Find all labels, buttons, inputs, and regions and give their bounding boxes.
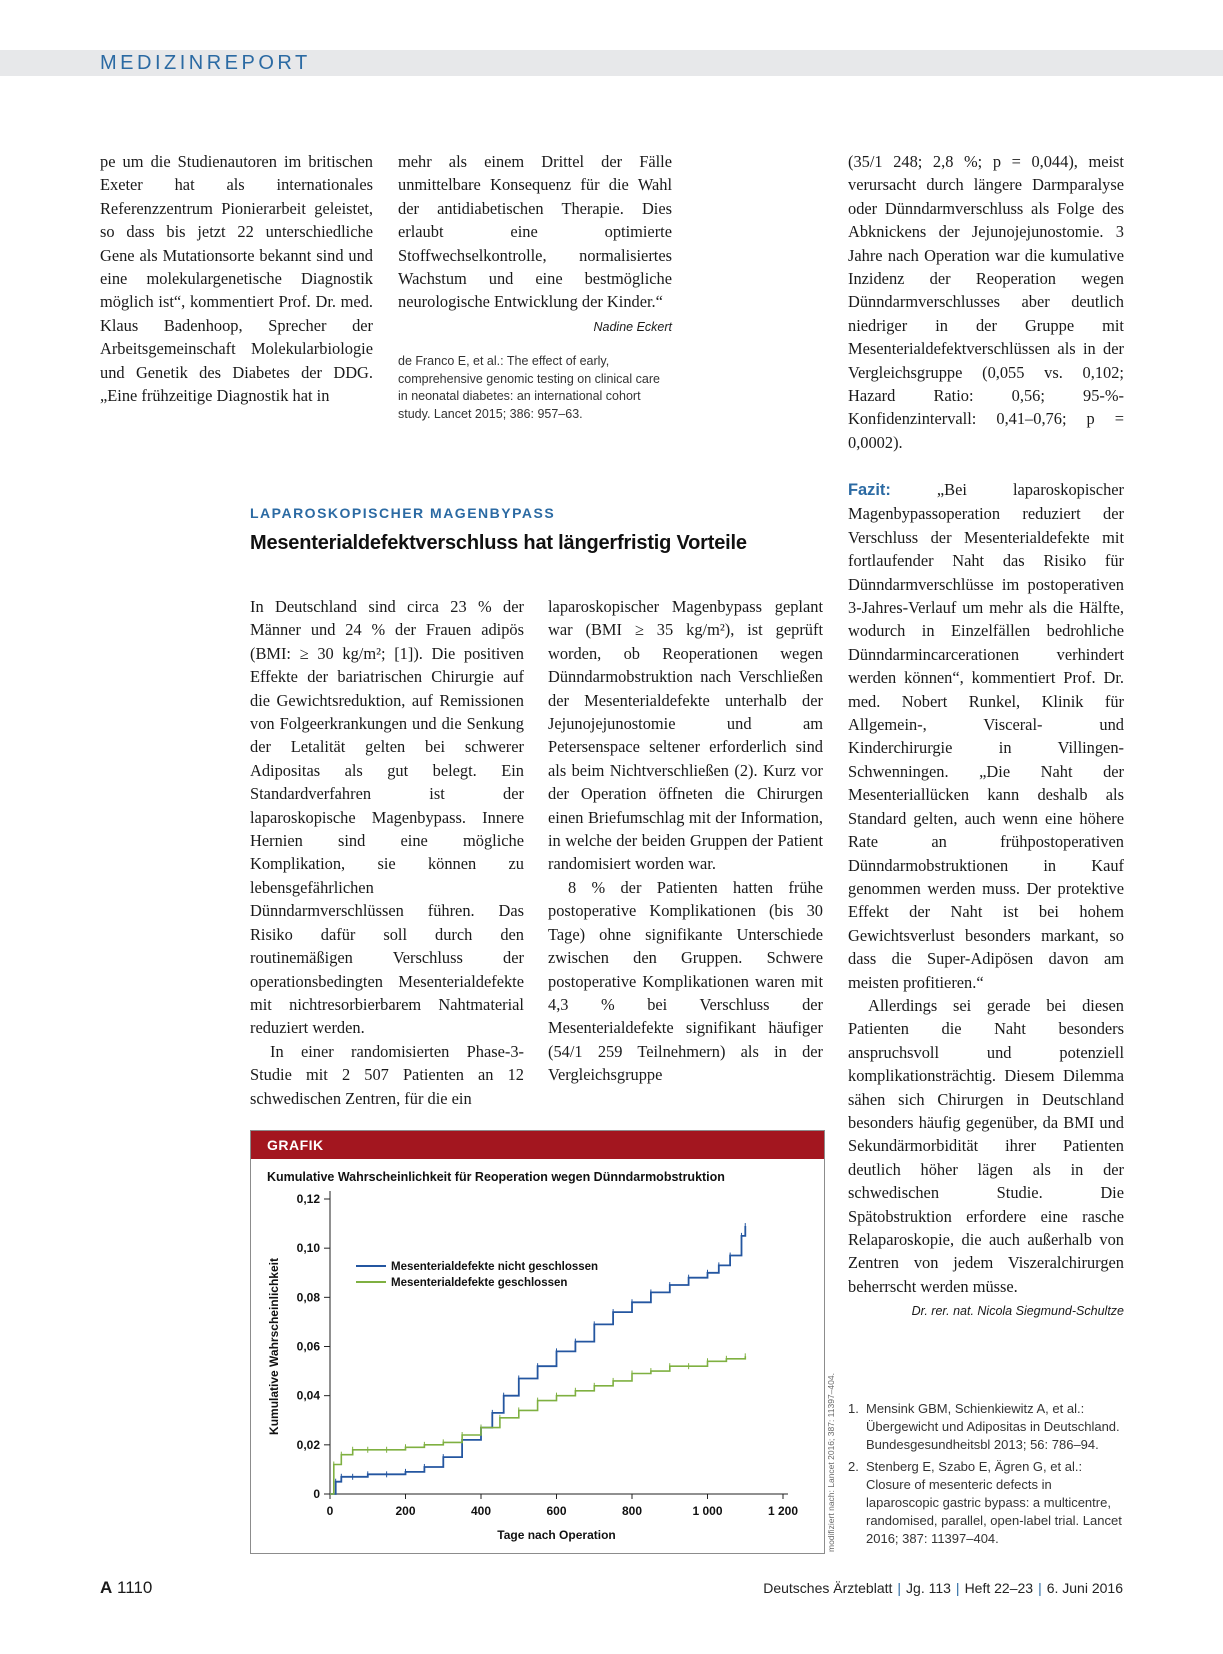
fazit-label: Fazit: [848, 481, 891, 499]
reference-text: Stenberg E, Szabo E, Ägren G, et al.: Closure of mesenteric defects in laparoscopic gastric bypass: a multicentre, randomised, parallel, open-label trial. Lancet 2016; 387: 11397–404. [866, 1459, 1122, 1546]
journal-volume: Jg. 113 [906, 1580, 951, 1596]
upper-column-2 [398, 150, 672, 423]
article-column-3-para-2: Allerdings sei gerade bei diesen Patienten die Naht besonders anspruchsvoll und potenziell komplikationsträchtig. Diesem Dilemma sähen sich Chirurgen in Deutschland besonders häufig gegenüber, da BMI und Sekundärmorbidität ihrer Patienten deutlich höher lägen als in der schwedischen Studie. Die Spätobstruktion erfordere eine rasche Relaparoskopie, die auch außerhalb von Zentren von jedem Viszeralchirurgen beherrscht werden müsse. [848, 995, 1124, 1296]
article-column-2-para-2: 8 % der Patienten hatten frühe postoperative Komplikationen (bis 30 Tage) ohne signifikante Unterschiede zwischen den Gruppen. Schwere postoperative Komplikationen waren mit 4,3 % bei Verschluss der Mesenterialdefekte signifikant häufiger (54/1 259 Teilnehmern) als in der Vergleichsgruppe [548, 877, 823, 1085]
upper-column-2-reference: de Franco E, et al.: The effect of early, comprehensive genomic testing on clinical care in neonatal diabetes: an international cohort study. Lancet 2015; 386: 957–63. [398, 354, 660, 421]
chart-title: Kumulative Wahrscheinlichkeit für Reoperation wegen Dünndarmobstruktion [267, 1170, 725, 1184]
x-tick-label: 0 [326, 1504, 334, 1518]
upper-column-2-author: Nadine Eckert [593, 319, 672, 334]
reference-item-2 [848, 1458, 1124, 1548]
article-headline: Mesenterialdefektverschluss hat längerfristig Vorteile [250, 532, 747, 554]
upper-column-3-text: (35/1 248; 2,8 %; p = 0,044), meist verursacht durch längere Darmparalyse oder Dünndarmverschluss als Folge des Abknickens der Jejunojejunostomie. 3 Jahre nach Operation war die kumulative Inzidenz der Reoperation wegen Dünndarmverschlusses aber deutlich niedriger in der Gruppe mit Mesenterialdefektverschlüssen als in der Vergleichsgruppe (0,055 vs. 0,102; Hazard Ratio: 0,56; 95-%-Konfidenzintervall: 0,41–0,76; p = 0,0002). [848, 152, 1124, 452]
reoperation-chart [251, 1159, 824, 1553]
header-bar [0, 50, 1223, 76]
x-tick-label: 1 000 [692, 1504, 723, 1518]
rubric-title: MEDIZINREPORT [100, 52, 311, 74]
upper-column-1-text: pe um die Studienautoren im britischen Exeter hat als internationales Referenzzentrum Pionierarbeit geleistet, so dass bis jetzt 22 unterschiedliche Gene als Mutationsorte bekannt sind und eine molekulargenetische Diagnostik möglich ist“, kommentiert Prof. Dr. med. Klaus Badenhoop, Sprecher der Arbeitsgemeinschaft Molekularbiologie und Genetik des Diabetes der DDG. „Eine frühzeitige Diagnostik hat in [100, 152, 373, 406]
y-tick-label: 0,12 [296, 1192, 320, 1206]
reference-text: Mensink GBM, Schienkiewitz A, et al.: Übergewicht und Adipositas in Deutschland. Bundesgesundheitsbl 2013; 56: 786–94. [866, 1401, 1120, 1452]
x-axis-label: Tage nach Operation [497, 1528, 616, 1542]
upper-column-1 [100, 150, 373, 407]
article-author: Dr. rer. nat. Nicola Siegmund-Schultze [911, 1304, 1124, 1319]
x-tick-label: 800 [621, 1504, 643, 1518]
article-column-1 [250, 595, 524, 1110]
legend-label-2: Mesenterialdefekte geschlossen [391, 1277, 568, 1289]
y-tick-label: 0,04 [296, 1388, 320, 1403]
y-tick-label: 0 [313, 1487, 320, 1501]
article-column-2 [548, 595, 823, 1087]
fazit-paragraph [848, 478, 1124, 994]
y-axis-label: Kumulative Wahrscheinlichkeit [267, 1258, 281, 1435]
article-column-1-para-2: In einer randomisierten Phase-3-Studie mit 2 507 Patienten an 12 schwedischen Zentren, für die ein [250, 1041, 524, 1108]
x-tick-label: 600 [546, 1504, 567, 1518]
page-prefix: A [100, 1578, 113, 1597]
x-tick-label: 200 [395, 1504, 416, 1518]
article-column-3 [848, 478, 1124, 1324]
grafik-box [250, 1130, 825, 1554]
journal-date: 6. Juni 2016 [1046, 1580, 1123, 1596]
article-kicker: LAPAROSKOPISCHER MAGENBYPASS [250, 505, 556, 521]
y-tick-label: 0,08 [296, 1290, 320, 1305]
article-column-2-para-1: laparoskopischer Magenbypass geplant war (BMI ≥ 35 kg/m²), ist geprüft worden, ob Reoperationen wegen Dünndarmobstruktion nach Verschließen der Mesenterialdefekte unterhalb der Jejunojejunostomie und am Petersenspace seltener erforderlich sind als beim Nichtverschließen (2). Kurz vor der Operation öffneten die Chirurgen einen Briefumschlag mit der Information, in welche der beiden Gruppen der Patient randomisiert worden war. [548, 597, 823, 874]
page-number-value: 1110 [117, 1578, 153, 1597]
grafik-label: GRAFIK [251, 1131, 824, 1159]
x-tick-label: 400 [470, 1504, 492, 1518]
y-tick-label: 0,06 [296, 1339, 320, 1354]
journal-name: Deutsches Ärzteblatt [763, 1580, 893, 1596]
upper-column-3 [848, 150, 1124, 454]
reference-number: 2. [848, 1459, 859, 1474]
y-tick-label: 0,02 [296, 1437, 320, 1452]
reference-item-1 [848, 1400, 1124, 1454]
x-tick-label: 1 200 [767, 1504, 799, 1518]
footer-citation: Deutsches Ärzteblatt | Jg. 113 | Heft 22–23 | 6. Juni 2016 [763, 1580, 1123, 1596]
legend-label-1: Mesenterialdefekte nicht geschlossen [391, 1261, 599, 1273]
fazit-text: „Bei laparoskopischer Magenbypassoperation reduziert der Verschluss der Mesenterialdefekte mit fortlaufender Naht das Risiko für Dünndarmverschlüsse im postoperativen 3-Jahres-Verlauf um mehr als die Hälfte, wodurch in Einzelfällen bedrohliche Dünndarmincarcerationen verhindert werden können“, kommentiert Prof. Dr. med. Nobert Runkel, Klinik für Allgemein-, Visceral- und Kinderchirurgie in Villingen-Schwenningen. „Die Naht der Mesenteriallücken kann deshalb als Standard gelten, auch wenn eine höhere Rate an frühpostoperativen Dünndarmobstruktionen in Kauf genommen werden muss. Der protektive Effekt der Naht ist bei hohem Gewichtsverlust besonders markant, so dass die Super-Adipösen davon am meisten profitieren.“ [848, 480, 1124, 992]
reference-number: 1. [848, 1401, 859, 1416]
y-tick-label: 0,10 [296, 1241, 320, 1256]
article-column-1-para-1: In Deutschland sind circa 23 % der Männer und 24 % der Frauen adipös (BMI: ≥ 30 kg/m²; [1]). Die positiven Effekte der bariatrischen Chirurgie auf die Gewichtsreduktion, auf Remissionen von Folgeerkrankungen und die Senkung der Letalität gelten bei schwerer Adipositas als gut belegt. Ein Standardverfahren ist der laparoskopische Magenbypass. Innere Hernien sind eine mögliche Komplikation, sie können zu lebensgefährlichen Dünndarmverschlüssen führen. Das Risiko dafür soll durch den routinemäßigen Verschluss der operationsbedingten Mesenterialdefekte mit nichtresorbierbarem Nahtmaterial reduziert werden. [250, 597, 524, 1038]
journal-issue: Heft 22–23 [964, 1580, 1034, 1596]
figure-credit: modifiziert nach: Lancet 2016; 387: 11397–404. [826, 1373, 836, 1552]
upper-column-2-text: mehr als einem Drittel der Fälle unmittelbare Konsequenz für die Wahl der antidiabetischen Therapie. Dies erlaubt eine optimierte Stoffwechselkontrolle, normalisiertes Wachstum und eine bestmögliche neurologische Entwicklung der Kinder.“ [398, 152, 672, 312]
page-number [100, 1578, 152, 1598]
reference-list [848, 1400, 1124, 1552]
